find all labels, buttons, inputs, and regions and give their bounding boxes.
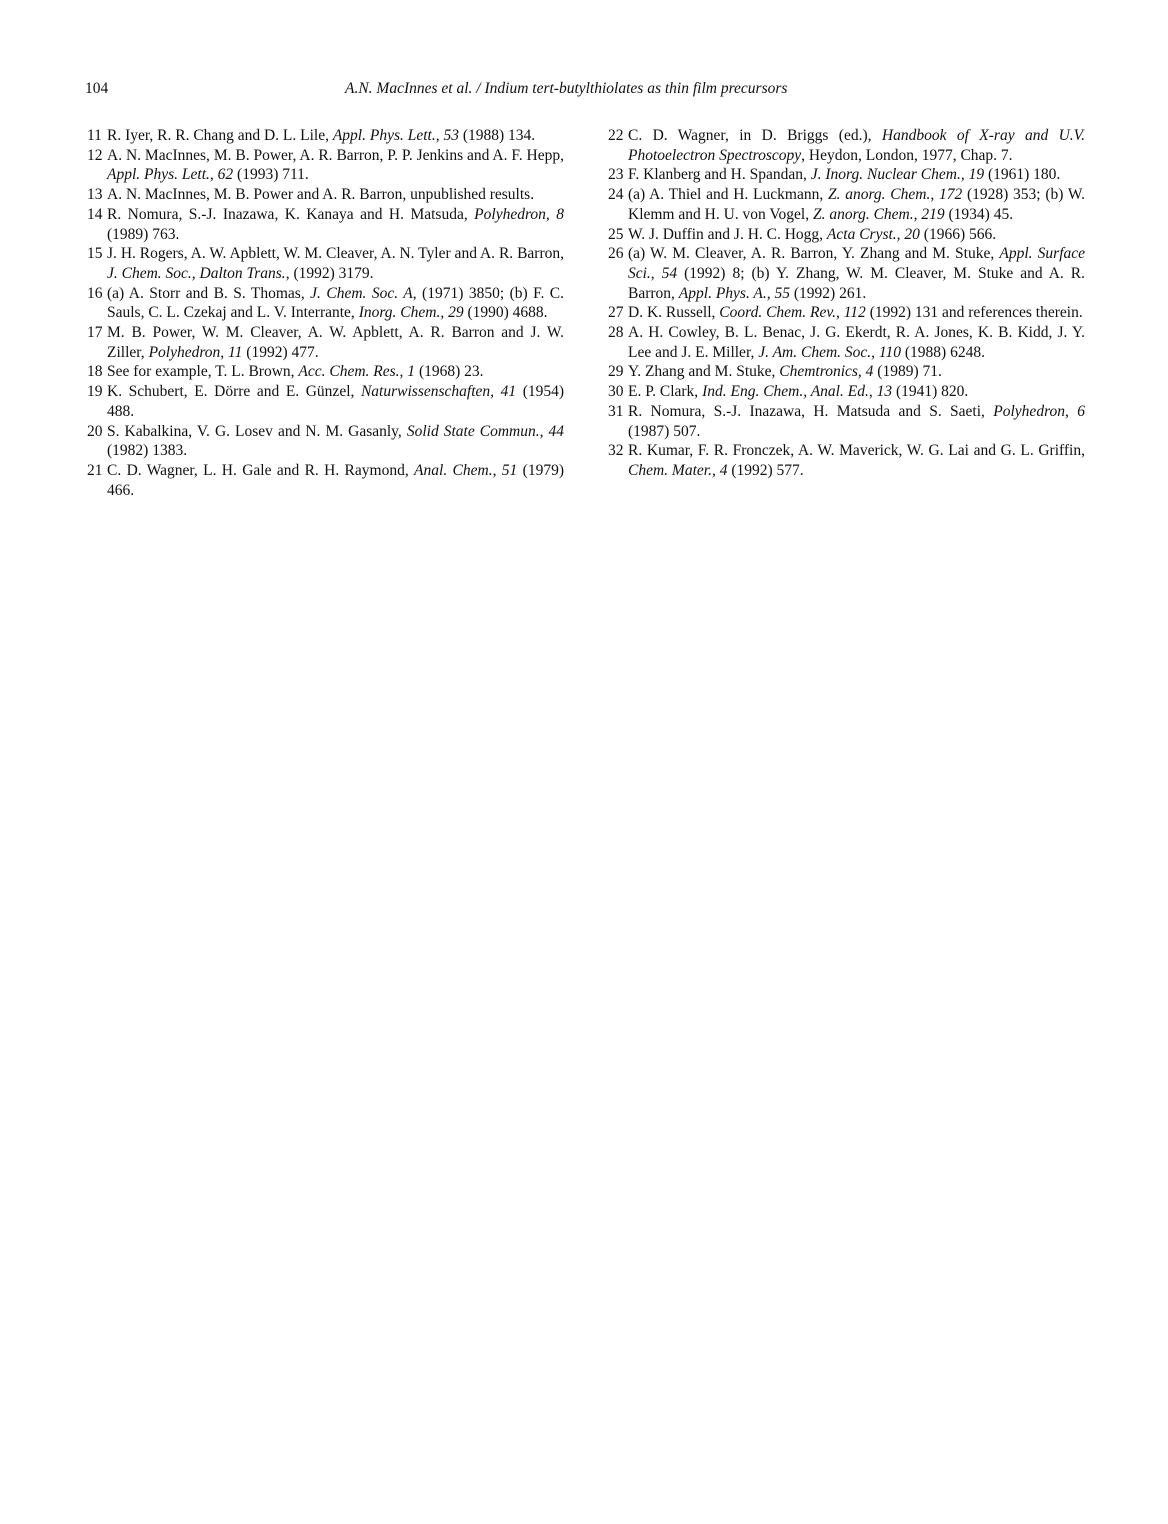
reference-citation-italic: 62 — [217, 166, 234, 184]
reference-number: 29 — [608, 363, 624, 381]
reference-number: 16 — [87, 284, 103, 302]
reference-text-segment: (1928) 353; (b) W. Klemm and H. U. von Vogel, — [628, 186, 1085, 223]
reference-text-segment: (1993) 711. — [233, 166, 309, 184]
reference-citation-italic: Polyhedron, 11 — [148, 343, 243, 361]
reference-text-segment: R. Iyer, R. R. Chang and D. L. Lile, — [107, 127, 333, 144]
reference-item — [608, 402, 1085, 441]
reference-number: 22 — [608, 127, 624, 144]
reference-citation-italic: Z. anorg. Chem., 172 — [827, 186, 963, 204]
reference-item — [608, 441, 1085, 480]
reference-item — [608, 323, 1085, 362]
reference-text-segment: F. Klanberg and H. Spandan, — [628, 166, 811, 184]
reference-citation-italic: Coord. Chem. Rev., 112 — [719, 304, 866, 322]
reference-number: 28 — [608, 324, 624, 342]
reference-citation-italic: J. Inorg. Nuclear Chem., 19 — [810, 166, 985, 184]
reference-text-segment: (1992) 577. — [727, 461, 804, 479]
reference-text-segment: (1990) 4688. — [463, 304, 548, 322]
reference-text-segment: (1966) 566. — [919, 225, 997, 243]
reference-text-segment: Y. Zhang and M. Stuke, — [628, 363, 780, 381]
reference-text-segment: R. Nomura, S.-J. Inazawa, K. Kanaya and H. Matsuda, — [107, 205, 475, 223]
reference-item — [87, 382, 564, 421]
reference-text-segment: R. Kumar, F. R. Fronczek, A. W. Maverick, W. G. Lai and G. L. Griffin, — [628, 442, 1085, 460]
reference-text-segment: (1989) 71. — [873, 363, 942, 381]
running-title: A.N. MacInnes et al. / Indium tert-butylthiolates as thin film precursors — [345, 80, 788, 97]
reference-text-segment: S. Kabalkina, V. G. Losev and N. M. Gasanly, — [107, 422, 407, 440]
reference-number: 12 — [87, 146, 103, 164]
reference-text — [628, 165, 1085, 185]
reference-item — [608, 185, 1085, 224]
reference-citation-italic: Anal. Chem., 51 — [414, 461, 518, 479]
reference-item — [87, 461, 564, 500]
reference-text-segment: (1989) 763. — [107, 225, 180, 243]
reference-text-segment: , Heydon, London, 1977, Chap. 7. — [801, 146, 1013, 164]
reference-number: 32 — [608, 442, 624, 460]
reference-citation-italic: J. Chem. Soc., Dalton Trans. — [107, 264, 286, 282]
reference-text-segment: W. J. Duffin and J. H. C. Hogg, — [628, 225, 827, 243]
reference-text-segment: (1988) 134. — [458, 127, 536, 144]
reference-citation-italic: Appl. Phys. Lett., 53 — [332, 127, 459, 144]
reference-text-segment: D. K. Russell, — [628, 304, 720, 322]
reference-item — [87, 244, 564, 283]
reference-citation-italic: J. Am. Chem. Soc., 110 — [758, 343, 902, 361]
reference-text — [628, 244, 1085, 303]
reference-citation-italic: Appl. Phys. Lett. — [107, 166, 210, 184]
reference-number: 17 — [87, 324, 103, 342]
reference-text-segment: A. H. Cowley, B. L. Benac, J. G. Ekerdt, R. A. Jones, K. B. Kidd, J. Y. Lee and J. E. Miller, — [628, 324, 1085, 361]
reference-text — [107, 244, 564, 283]
reference-text-segment: (a) A. Thiel and H. Luckmann, — [628, 186, 828, 204]
reference-number: 15 — [87, 245, 103, 263]
reference-text-segment: (1954) 488. — [107, 383, 565, 420]
reference-text — [628, 185, 1085, 224]
page-number: 104 — [85, 80, 109, 97]
reference-text-segment: See for example, T. L. Brown, — [107, 363, 299, 381]
reference-text — [107, 205, 564, 244]
reference-citation-italic: Z. anorg. Chem., 219 — [813, 205, 945, 223]
reference-item — [608, 126, 1085, 165]
reference-item — [87, 422, 564, 461]
reference-text-segment: (1992) 477. — [242, 343, 319, 361]
reference-item — [608, 225, 1085, 245]
reference-citation-italic: Ind. Eng. Chem., Anal. Ed., 13 — [702, 383, 893, 401]
reference-number: 25 — [608, 225, 624, 243]
reference-number: 27 — [608, 304, 624, 322]
reference-item — [608, 165, 1085, 185]
reference-text — [628, 402, 1085, 441]
reference-number: 20 — [87, 422, 103, 440]
reference-text-segment: (1941) 820. — [892, 383, 969, 401]
reference-item — [608, 244, 1085, 303]
reference-citation-italic: Appl. Surface Sci., 54 — [628, 245, 1086, 282]
reference-number: 11 — [87, 127, 102, 144]
reference-text-segment: R. Nomura, S.-J. Inazawa, H. Matsuda and S. Saeti, — [628, 402, 994, 420]
reference-text-segment: (1992) 8; (b) Y. Zhang, W. M. Cleaver, M. Stuke and A. R. Barron, — [628, 264, 1085, 302]
reference-text-segment: A. N. MacInnes, M. B. Power, A. R. Barron, P. P. Jenkins and A. F. Hepp, — [107, 146, 564, 164]
reference-text — [628, 362, 1085, 382]
reference-item — [87, 126, 564, 146]
reference-number: 30 — [608, 383, 624, 401]
reference-item — [87, 146, 564, 185]
reference-text — [628, 323, 1085, 362]
reference-text-segment: (a) W. M. Cleaver, A. R. Barron, Y. Zhang and M. Stuke, — [628, 245, 1000, 263]
reference-text-segment: (1987) 507. — [628, 422, 701, 440]
references-right-column — [608, 126, 1085, 481]
reference-number: 14 — [87, 205, 103, 223]
reference-text-segment: C. D. Wagner, in D. Briggs (ed.), — [628, 127, 882, 144]
reference-item — [87, 185, 564, 205]
reference-citation-italic: Polyhedron, 6 — [993, 402, 1085, 420]
reference-text-segment: C. D. Wagner, L. H. Gale and R. H. Raymond, — [107, 461, 415, 479]
reference-citation-italic: Solid State Commun., 44 — [406, 422, 564, 440]
reference-text — [107, 185, 564, 205]
reference-item — [87, 323, 564, 362]
reference-number: 21 — [87, 461, 103, 479]
reference-text — [107, 422, 564, 461]
reference-item — [87, 284, 564, 323]
reference-text-segment: (1934) 45. — [944, 205, 1014, 223]
reference-number: 19 — [87, 383, 103, 401]
reference-number: 31 — [608, 402, 624, 420]
reference-citation-italic: Chem. Mater., 4 — [628, 461, 728, 479]
reference-text — [628, 441, 1085, 480]
running-head — [85, 80, 1085, 102]
reference-text-segment: , (1992) 3179. — [285, 264, 374, 282]
reference-text-segment: (1992) 131 and references therein. — [865, 304, 1083, 322]
reference-citation-italic: Polyhedron, 8 — [474, 205, 564, 223]
reference-text-segment: (1968) 23. — [415, 363, 484, 381]
reference-citation-italic: Appl. Phys. A., 55 — [678, 284, 791, 302]
reference-text-segment: (a) A. Storr and B. S. Thomas, — [107, 284, 311, 302]
reference-number: 24 — [608, 186, 624, 204]
reference-text-segment: , — [209, 166, 218, 184]
reference-citation-italic: Chemtronics, 4 — [779, 363, 874, 381]
reference-citation-italic: Naturwissenschaften, 41 — [360, 383, 517, 401]
reference-text — [107, 126, 564, 146]
reference-text-segment: A. N. MacInnes, M. B. Power and A. R. Barron, unpublished results. — [107, 186, 535, 204]
reference-text — [107, 323, 564, 362]
reference-text-segment: (1992) 261. — [790, 284, 867, 302]
reference-citation-italic: Acc. Chem. Res., 1 — [298, 363, 416, 381]
reference-item — [87, 205, 564, 244]
reference-text — [107, 146, 564, 185]
reference-text — [107, 284, 564, 323]
reference-text-segment: M. B. Power, W. M. Cleaver, A. W. Apblett, A. R. Barron and J. W. Ziller, — [107, 324, 564, 361]
reference-item — [608, 382, 1085, 402]
reference-text — [628, 303, 1085, 323]
reference-citation-italic: J. Chem. Soc. A — [310, 284, 413, 302]
reference-number: 26 — [608, 245, 624, 263]
reference-number: 18 — [87, 363, 103, 381]
reference-number: 23 — [608, 166, 624, 184]
reference-text-segment: J. H. Rogers, A. W. Apblett, W. M. Cleaver, A. N. Tyler and A. R. Barron, — [107, 245, 564, 263]
reference-text — [107, 382, 564, 421]
reference-text-segment: (1961) 180. — [984, 166, 1061, 184]
reference-number: 13 — [87, 186, 103, 204]
reference-item — [608, 303, 1085, 323]
reference-text-segment: (1982) 1383. — [107, 442, 188, 460]
reference-text — [628, 126, 1085, 165]
reference-text-segment: (1979) 466. — [107, 461, 564, 499]
reference-text — [628, 382, 1085, 402]
reference-text-segment: (1988) 6248. — [901, 343, 985, 361]
reference-item — [87, 362, 564, 382]
reference-text-segment: , (1971) 3850; (b) F. C. Sauls, C. L. Czekaj and L. V. Interrante, — [107, 284, 565, 322]
reference-text-segment: K. Schubert, E. Dörre and E. Günzel, — [107, 383, 361, 401]
reference-citation-italic: Inorg. Chem., 29 — [358, 304, 464, 322]
reference-text — [107, 461, 564, 500]
reference-text — [107, 362, 564, 382]
references-left-column — [87, 126, 564, 500]
reference-item — [608, 362, 1085, 382]
reference-text-segment: E. P. Clark, — [628, 383, 703, 401]
reference-text — [628, 225, 1085, 245]
reference-citation-italic: Handbook of X-ray and U.V. Photoelectron Spectroscopy — [628, 127, 1085, 164]
reference-citation-italic: Acta Cryst., 20 — [826, 225, 920, 243]
